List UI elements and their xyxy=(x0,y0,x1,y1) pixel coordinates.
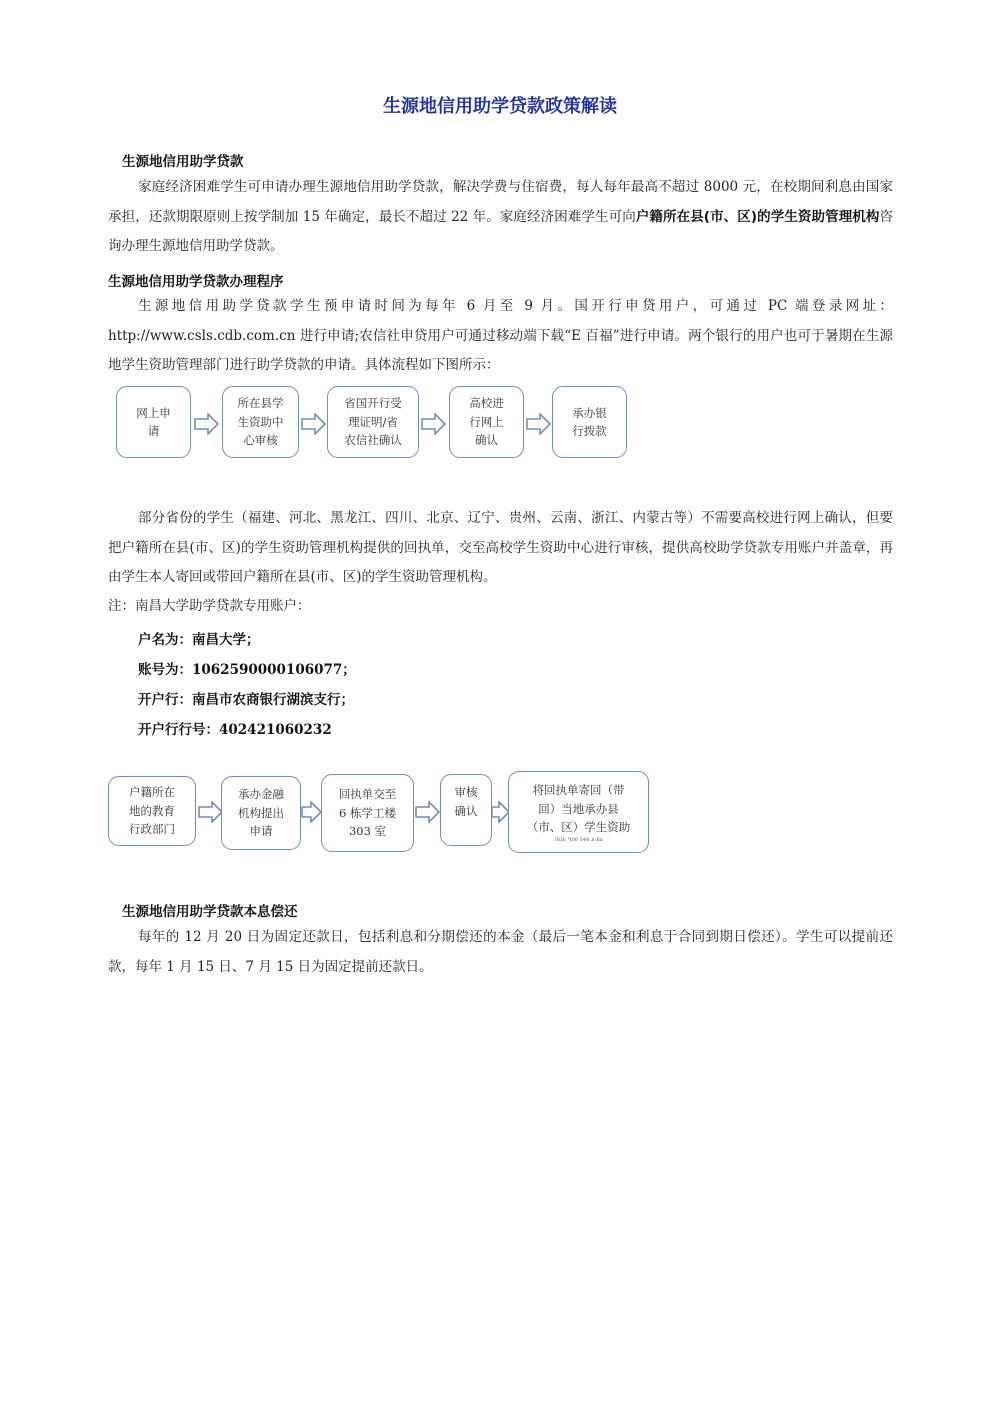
paragraph-repayment: 每年的 12 月 20 日为固定还款日，包括利息和分期偿还的本金（最后一笔本金和利息于合同到期日偿还）。学生可以提前还款，每年 1 月 15 日、7 月 15 日为固定提前还款日。 xyxy=(108,929,893,975)
flow2-step-5-tiny-text: ЛОЕ Ч00 Ѕ44 Ѧ-Бх xyxy=(554,836,603,843)
flow2-step-4: 审核 确认 xyxy=(440,774,492,846)
paragraph-procedure: 生源地信用助学贷款学生预申请时间为每年 6 月至 9 月。国开行申贷用户，可通过 PC 端登录网址：http://www.csls.cdb.com.cn 进行申请;农信社申贷用户可通过移动端下载“E 百福”进行申请。两个银行的用户也可于暑期在生源地学生资助管理部门进行助学贷款的申请。具体流程如下图所示： xyxy=(108,298,893,374)
arrow-right-icon xyxy=(526,413,552,435)
flow2-step-1: 户籍所在 地的教育 行政部门 xyxy=(108,776,196,846)
section-heading-loan: 生源地信用助学贷款 xyxy=(122,154,244,170)
arrow-right-icon xyxy=(421,413,447,435)
account-number: 账号为：1062590000106077； xyxy=(138,662,356,678)
section-heading-procedure: 生源地信用助学贷款办理程序 xyxy=(108,274,284,290)
flow2-step-2: 承办金融 机构提出 申请 xyxy=(221,776,301,850)
note-account: 注：南昌大学助学贷款专用账户： xyxy=(108,598,311,614)
paragraph-loan-intro xyxy=(108,173,893,262)
account-name: 户名为：南昌大学； xyxy=(138,632,260,648)
flow-step-1: 网上申 请 xyxy=(116,386,191,458)
flow2-step-5: 将回执单寄回（带 回）当地承办县 （市、区）学生资助 ЛОЕ Ч00 Ѕ44 Ѧ-Бх xyxy=(508,771,649,853)
account-bank-number: 开户行行号：402421060232 xyxy=(138,722,332,738)
flow-step-5: 承办银 行拨款 xyxy=(552,386,627,458)
section-heading-repayment: 生源地信用助学贷款本息偿还 xyxy=(122,904,298,920)
arrow-right-icon xyxy=(194,413,220,435)
flow2-step-3: 回执单交至 6 栋学工楼 303 室 xyxy=(321,774,414,852)
paragraph-text: 家庭经济困难学生可申请办理生源地信用助学贷款，解决学费与住宿费，每人每年最高不超过 8000 元，在校期间利息由国家承担，还款期限原则上按学制加 15 年确定，最长不超过 22 年。家庭经济困难学生可向 xyxy=(108,179,893,225)
bold-text-agency: 户籍所在县(市、区)的学生资助管理机构 xyxy=(635,208,880,225)
flow-step-4: 高校进 行网上 确认 xyxy=(449,386,524,458)
paragraph-text: 咨询办理生源地信用助学贷款。 xyxy=(108,208,893,255)
arrow-right-icon xyxy=(301,413,327,435)
account-bank: 开户行：南昌市农商银行湖滨支行； xyxy=(138,692,354,708)
arrow-right-icon xyxy=(301,801,323,823)
arrow-right-icon xyxy=(415,801,441,823)
page-title: 生源地信用助学贷款政策解读 xyxy=(383,96,617,117)
paragraph-provinces: 部分省份的学生（福建、河北、黑龙江、四川、北京、辽宁、贵州、云南、浙江、内蒙古等）不需要高校进行网上确认，但要把户籍所在县(市、区)的学生资助管理机构提供的回执单，交至高校学生资助中心进行审核，提供高校助学贷款专用账户并盖章，再由学生本人寄回或带回户籍所在县(市、区)的学生资助管理机构。 xyxy=(108,510,893,586)
flow-step-2: 所在县学 生资助中 心审核 xyxy=(222,386,299,458)
flow-step-3: 省国开行受 理证明/省 农信社确认 xyxy=(327,386,419,458)
